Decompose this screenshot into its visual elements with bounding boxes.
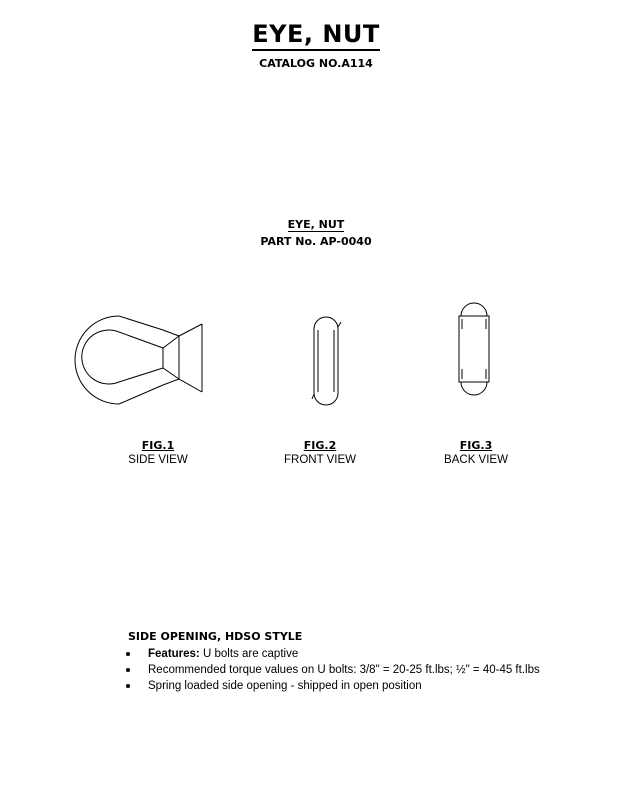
fig2-bottom-tick xyxy=(312,394,314,399)
fig1-chamfer-top xyxy=(163,336,179,348)
note-item xyxy=(126,678,540,694)
note-item xyxy=(126,662,540,678)
fig2-view: FRONT VIEW xyxy=(284,454,356,466)
fig3-top-cap xyxy=(461,303,487,316)
part-name xyxy=(0,218,632,231)
title-text: EYE, NUT xyxy=(252,20,380,51)
part-number: PART No. AP-0040 xyxy=(260,235,372,248)
fig1-view: SIDE VIEW xyxy=(128,454,188,466)
fig1-flange-top xyxy=(179,324,202,336)
fig1-step-bottom xyxy=(163,379,179,385)
catalog-number: CATALOG NO.A114 xyxy=(259,57,373,70)
fig3-caption xyxy=(416,439,536,467)
fig3-number: FIG.3 xyxy=(459,439,493,452)
fig1-caption xyxy=(98,439,218,467)
fig1-flange-bottom xyxy=(179,379,202,392)
fig3-view: BACK VIEW xyxy=(444,454,508,466)
page-title xyxy=(0,20,632,48)
fig3-back-view-drawing xyxy=(455,302,495,398)
fig1-bottom-inner-edge xyxy=(119,368,163,382)
fig3-bottom-cap xyxy=(461,382,487,395)
fig1-top-inner-edge xyxy=(119,332,163,348)
notes-list xyxy=(126,646,540,694)
fig2-number: FIG.2 xyxy=(303,439,337,452)
fig2-front-view-drawing xyxy=(309,314,345,408)
note-label: Features: xyxy=(148,648,200,660)
fig1-chamfer-bottom xyxy=(163,368,179,379)
note-text: Spring loaded side opening - shipped in open position xyxy=(148,680,422,692)
note-text: Recommended torque values on U bolts: 3/8" = 20-25 ft.lbs; ½" = 40-45 ft.lbs xyxy=(148,664,540,676)
fig1-step-top xyxy=(163,330,179,336)
note-item xyxy=(126,646,540,662)
fig1-side-view-drawing xyxy=(68,312,208,407)
note-text: U bolts are captive xyxy=(199,648,299,660)
fig2-top-tick xyxy=(338,322,341,327)
fig1-number: FIG.1 xyxy=(141,439,175,452)
fig2-caption xyxy=(260,439,380,467)
fig1-inner-arc xyxy=(82,330,119,384)
fig1-top-outer-edge xyxy=(119,316,163,330)
notes-heading: SIDE OPENING, HDSO STYLE xyxy=(128,630,303,643)
fig3-body xyxy=(459,316,489,382)
fig1-bottom-outer-edge xyxy=(119,385,163,404)
part-name-text: EYE, NUT xyxy=(287,218,345,231)
